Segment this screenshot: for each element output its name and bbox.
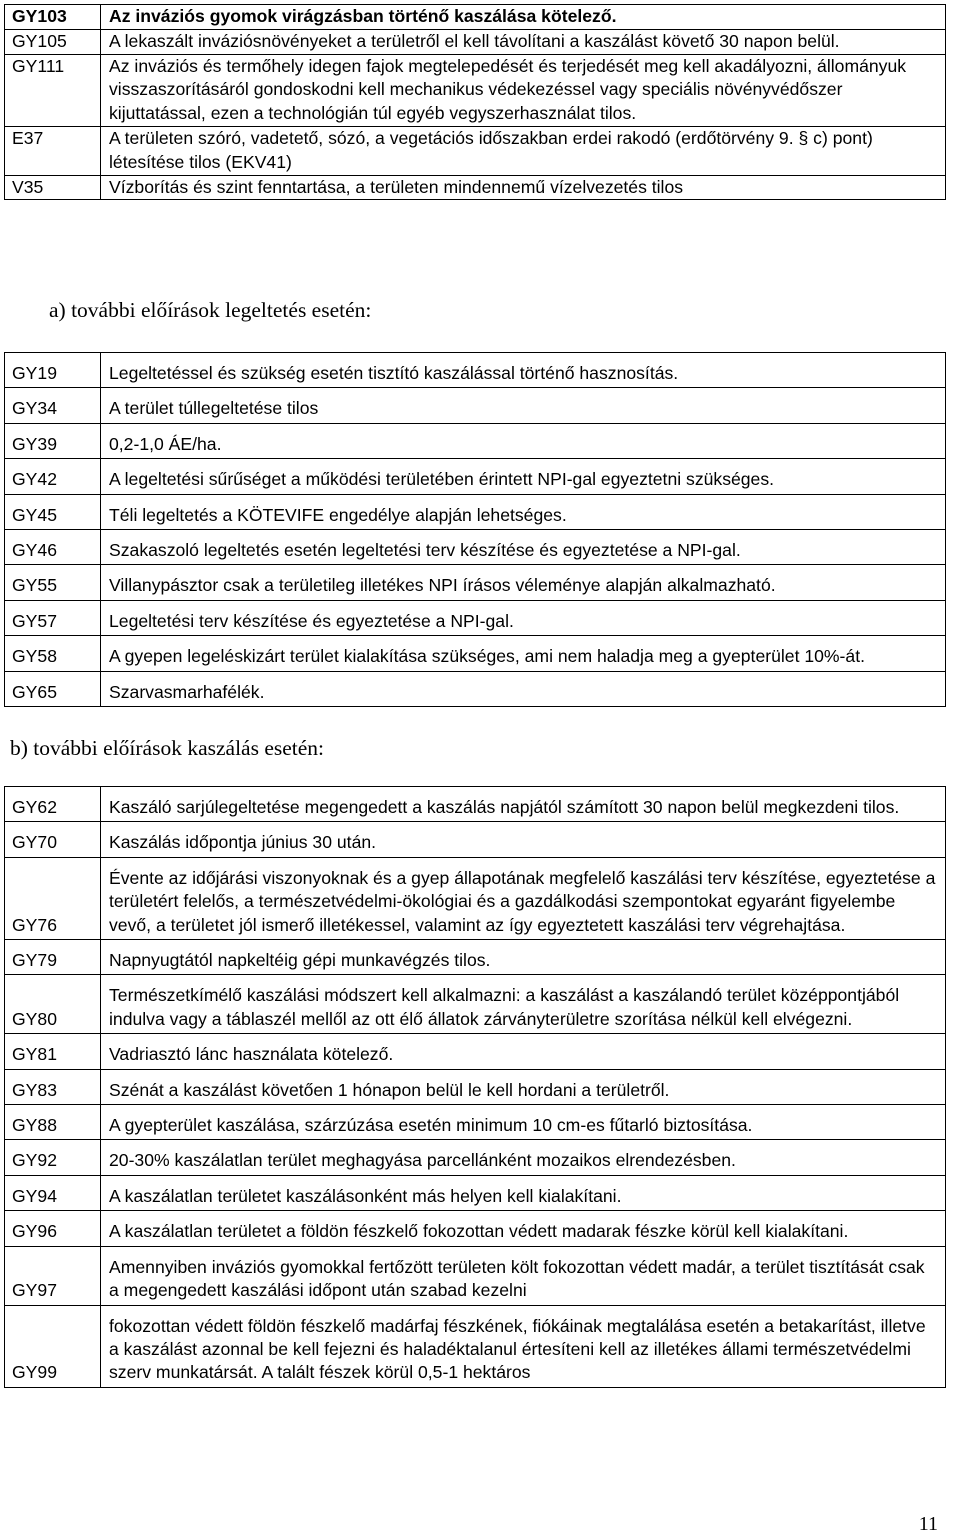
requirement-code: GY81 [5,1034,101,1069]
table-row [5,388,946,423]
requirement-text: A terület túllegeltetése tilos [101,388,946,423]
requirement-code: GY111 [5,54,101,126]
requirement-text: A gyepterület kaszálása, szárzúzása esetén minimum 10 cm-es fűtarló biztosítása. [101,1105,946,1140]
requirement-code: GY80 [5,975,101,1034]
table-row [5,671,946,706]
requirement-code: GY19 [5,353,101,388]
requirement-text: A kaszálatlan területet a földön fészkelő fokozottan védett madarak fészke körül kell kialakítani. [101,1211,946,1246]
table-row [5,29,946,54]
table-row [5,975,946,1034]
requirement-text: A lekaszált inváziósnövényeket a területről el kell távolítani a kaszálást követő 30 napon belül. [101,29,946,54]
requirement-code: GY79 [5,940,101,975]
requirement-code: GY46 [5,530,101,565]
requirement-text: Természetkímélő kaszálási módszert kell alkalmazni: a kaszálást a kaszálandó terület középpontjából indulva vagy a táblaszél mellől az ott élő állatok zárványterületre szorítása nélkül kell elvégezni. [101,975,946,1034]
requirement-code: E37 [5,126,101,175]
requirement-code: GY62 [5,787,101,822]
table-row [5,857,946,939]
requirement-code: GY97 [5,1246,101,1305]
requirement-text: Vízborítás és szint fenntartása, a területen mindennemű vízelvezetés tilos [101,175,946,200]
requirement-text: Téli legeltetés a KÖTEVIFE engedélye alapján lehetséges. [101,494,946,529]
requirement-text: Vadriasztó lánc használata kötelező. [101,1034,946,1069]
table-row [5,940,946,975]
table-row [5,530,946,565]
requirement-code: GY45 [5,494,101,529]
requirement-text: 0,2-1,0 ÁE/ha. [101,423,946,458]
requirement-text: Évente az időjárási viszonyoknak és a gyep állapotának megfelelő kaszálási terv készítése, egyeztetése a területért felelős, a természetvédelmi-ökológiai és a gazdálkodási szempontokat egyaránt figyelembe vevő, a területet jól ismerő illetékessel, valamint az így egyeztetett kaszálási terv végrehajtása. [101,857,946,939]
table-row [5,1175,946,1210]
requirement-code: GY94 [5,1175,101,1210]
requirement-text: Az inváziós gyomok virágzásban történő kaszálása kötelező. [101,5,946,30]
requirements-table-grazing [4,352,946,707]
requirement-text: Napnyugtától napkeltéig gépi munkavégzés tilos. [101,940,946,975]
requirement-text: Az inváziós és termőhely idegen fajok megtelepedését és terjedését meg kell akadályozni, állományuk visszaszorításáról gondoskodni kell mechanikus védekezéssel vagy speciális növényvédőszer kijuttatással, ezen a technológián túl egyéb vegyszerhasználat tilos. [101,54,946,126]
requirement-code: GY96 [5,1211,101,1246]
requirement-code: GY65 [5,671,101,706]
table-row [5,822,946,857]
requirement-text: 20-30% kaszálatlan terület meghagyása parcellánként mozaikos elrendezésben. [101,1140,946,1175]
table-row [5,1305,946,1387]
table-row [5,636,946,671]
requirement-code: GY39 [5,423,101,458]
table-row [5,353,946,388]
requirement-text: Szakaszoló legeltetés esetén legeltetési terv készítése és egyeztetése a NPI-gal. [101,530,946,565]
table-row [5,1246,946,1305]
requirement-code: GY58 [5,636,101,671]
requirement-code: GY57 [5,600,101,635]
requirement-text: Villanypásztor csak a területileg illetékes NPI írásos véleménye alapján alkalmazható. [101,565,946,600]
table-row [5,1105,946,1140]
requirement-code: GY99 [5,1305,101,1387]
table-row [5,126,946,175]
requirement-code: GY83 [5,1069,101,1104]
requirement-text: Legeltetéssel és szükség esetén tisztító kaszálással történő hasznosítás. [101,353,946,388]
section-a-heading: a) további előírások legeltetés esetén: [49,298,372,322]
requirement-code: GY70 [5,822,101,857]
table-row [5,5,946,30]
table-row [5,459,946,494]
requirement-text: Kaszáló sarjúlegeltetése megengedett a kaszálás napjától számított 30 napon belül megkezdeni tilos. [101,787,946,822]
requirement-text: Kaszálás időpontja június 30 után. [101,822,946,857]
requirement-text: Szénát a kaszálást követően 1 hónapon belül le kell hordani a területről. [101,1069,946,1104]
requirement-text: A gyepen legeléskizárt terület kialakítása szükséges, ami nem haladja meg a gyepterület 10%-át. [101,636,946,671]
table-row [5,1034,946,1069]
requirement-text: A területen szóró, vadetető, sózó, a vegetációs időszakban erdei rakodó (erdőtörvény 9. § c) pont) létesítése tilos (EKV41) [101,126,946,175]
requirement-text: Legeltetési terv készítése és egyeztetése a NPI-gal. [101,600,946,635]
requirement-code: V35 [5,175,101,200]
requirement-code: GY34 [5,388,101,423]
requirements-table-general [4,4,946,200]
table-row [5,600,946,635]
table-row [5,1140,946,1175]
table-row [5,1211,946,1246]
requirement-text: A kaszálatlan területet kaszálásonként más helyen kell kialakítani. [101,1175,946,1210]
requirement-text: Szarvasmarhafélék. [101,671,946,706]
table-row [5,423,946,458]
table-row [5,175,946,200]
table-row [5,565,946,600]
requirement-text: Amennyiben inváziós gyomokkal fertőzött területen költ fokozottan védett madár, a terület tisztítását csak a megengedett kaszálási időpont után szabad kezelni [101,1246,946,1305]
requirement-code: GY92 [5,1140,101,1175]
requirement-code: GY55 [5,565,101,600]
requirements-table-mowing [4,786,946,1388]
requirement-code: GY103 [5,5,101,30]
requirement-code: GY76 [5,857,101,939]
table-row [5,787,946,822]
requirement-text: A legeltetési sűrűséget a működési területében érintett NPI-gal egyeztetni szükséges. [101,459,946,494]
section-b-heading: b) további előírások kaszálás esetén: [10,736,325,760]
requirement-text: fokozottan védett földön fészkelő madárfaj fészkének, fiókáinak megtalálása esetén a betakarítást, illetve a kaszálást azonnal be kell fejezni és haladéktalanul értesíteni kell az illetékes állami természetvédelmi szerv munkatársát. A talált fészek körül 0,5-1 hektáros [101,1305,946,1387]
requirement-code: GY42 [5,459,101,494]
requirement-code: GY88 [5,1105,101,1140]
requirement-code: GY105 [5,29,101,54]
table-row [5,1069,946,1104]
table-row [5,494,946,529]
table-row [5,54,946,126]
page-number: 11 [918,1513,938,1535]
